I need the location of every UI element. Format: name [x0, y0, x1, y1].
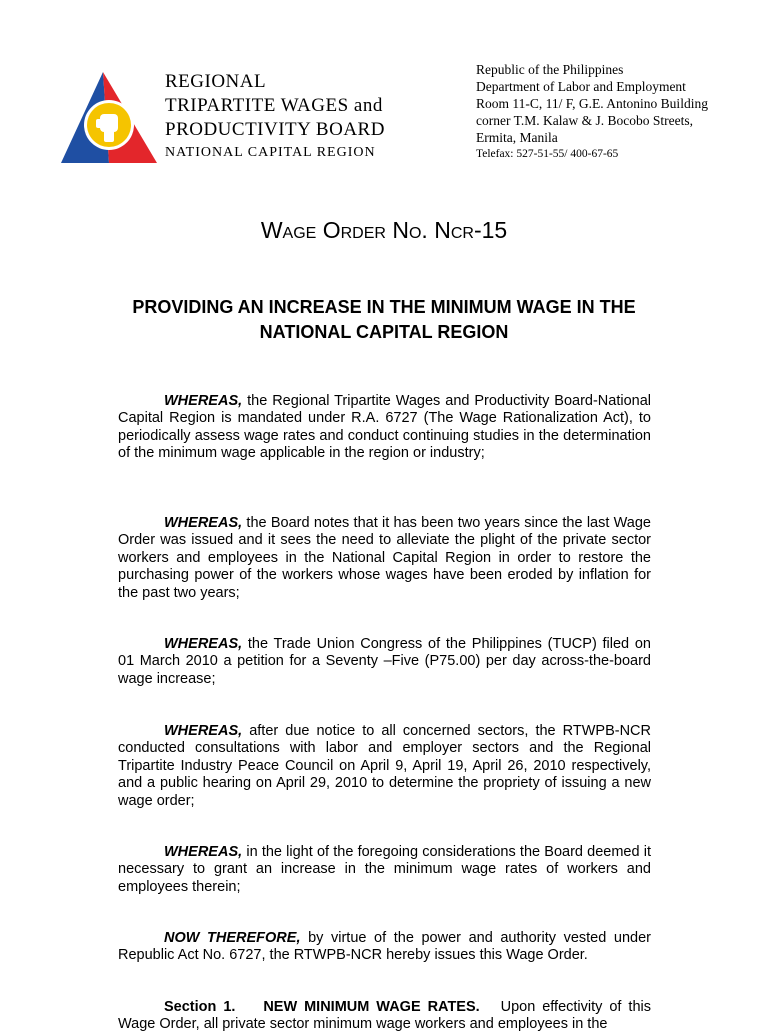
whereas-paragraph-1: WHEREAS, the Regional Tripartite Wages and Productivity Board-National Capital Region is mandated under R.A. 6727 (The Wage Rationalization Act), to periodically assess wage rates and conduct continuing studies in the determination of the minimum wage applicable in the region or industry;: [118, 393, 651, 462]
section-1-text: Upon effectivity of this Wage Order, all private sector minimum wage workers and employees in the: [118, 999, 651, 1033]
org-line-3: PRODUCTIVITY BOARD: [165, 119, 385, 140]
document-heading: PROVIDING AN INCREASE IN THE MINIMUM WAGE IN THE NATIONAL CAPITAL REGION: [132, 297, 636, 342]
address-line-3: Room 11-C, 11/ F, G.E. Antonino Building: [476, 96, 708, 111]
address-block: [476, 61, 708, 162]
org-line-2: TRIPARTITE WAGES and: [165, 95, 383, 116]
rtwpb-logo: [60, 70, 158, 164]
section-1-title: NEW MINIMUM WAGE RATES.: [263, 999, 480, 1015]
now-therefore-paragraph: NOW THEREFORE, by virtue of the power and authority vested under Republic Act No. 6727, the RTWPB-NCR hereby issues this Wage Order.: [118, 930, 651, 964]
whereas-paragraph-4: WHEREAS, after due notice to all concerned sectors, the RTWPB-NCR conducted consultations with labor and employer sectors and the Regional Tripartite Industry Peace Council on April 9, April 19, April 26, 2010 respectively, and a public hearing on April 29, 2010 to determine the propriety of issuing a new wage order;: [118, 723, 651, 809]
org-line-4: NATIONAL CAPITAL REGION: [165, 145, 376, 160]
address-line-2: Department of Labor and Employment: [476, 79, 686, 94]
whereas-paragraph-3: WHEREAS, the Trade Union Congress of the Philippines (TUCP) filed on 01 March 2010 a petition for a Seventy –Five (P75.00) per day across-the-board wage increase;: [118, 636, 651, 687]
address-line-1: Republic of the Philippines: [476, 62, 624, 77]
wage-order-title: Wage Order No. Ncr-15: [260, 217, 508, 243]
address-line-4: corner T.M. Kalaw & J. Bocobo Streets,: [476, 113, 693, 128]
org-line-1: REGIONAL: [165, 71, 267, 92]
address-line-5: Ermita, Manila: [476, 130, 558, 145]
section-1: [118, 999, 651, 1034]
telefax: Telefax: 527-51-55/ 400-67-65: [476, 148, 619, 160]
organization-name: [165, 70, 385, 163]
whereas-paragraph-5: WHEREAS, in the light of the foregoing considerations the Board deemed it necessary to grant an increase in the minimum wage rates of workers and employees therein;: [118, 844, 651, 895]
whereas-paragraph-2: WHEREAS, the Board notes that it has been two years since the last Wage Order was issued and it sees the need to alleviate the plight of the private sector workers and employees in the National Capital Region in order to restore the purchasing power of the workers whose wages have been eroded by inflation for the past two years;: [118, 515, 651, 601]
section-1-label: Section 1.: [164, 999, 236, 1015]
